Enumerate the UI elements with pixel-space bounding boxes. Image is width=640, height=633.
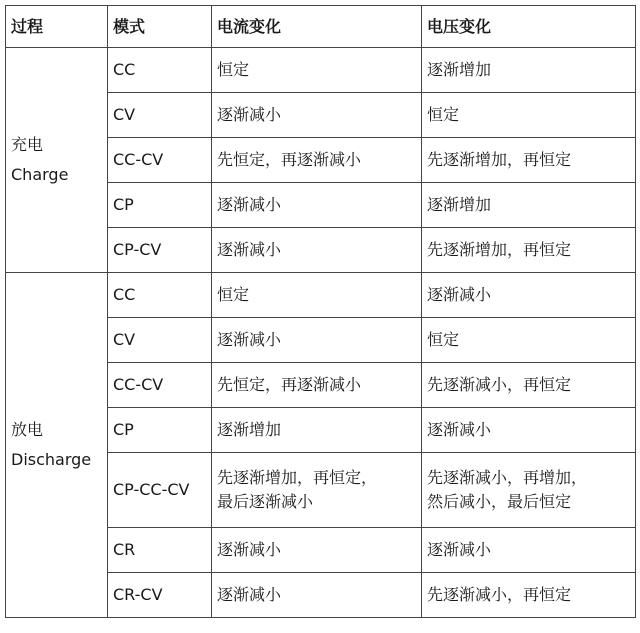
table-container xyxy=(5,5,636,618)
process-label-en: Discharge xyxy=(11,450,92,469)
process-cell-discharge xyxy=(6,273,108,618)
voltage-cell: 逐渐增加 xyxy=(422,183,636,228)
header-process: 过程 xyxy=(6,6,108,48)
process-cell-charge xyxy=(6,48,108,273)
header-mode: 模式 xyxy=(108,6,212,48)
process-label-cn: 充电 xyxy=(11,135,44,154)
mode-cell: CP-CC-CV xyxy=(108,453,212,528)
voltage-cell: 逐渐减小 xyxy=(422,273,636,318)
mode-cell: CV xyxy=(108,93,212,138)
current-line: 先逐渐增加，再恒定， xyxy=(217,468,378,487)
mode-cell: CR xyxy=(108,528,212,573)
mode-cell: CC xyxy=(108,48,212,93)
mode-cell: CP xyxy=(108,408,212,453)
voltage-cell: 先逐渐减小，再恒定 xyxy=(422,363,636,408)
current-line: 最后逐渐减小 xyxy=(217,492,314,511)
header-current-change: 电流变化 xyxy=(212,6,422,48)
mode-cell: CC-CV xyxy=(108,363,212,408)
table-row xyxy=(6,48,636,93)
charge-discharge-table xyxy=(5,5,636,618)
voltage-cell: 逐渐增加 xyxy=(422,48,636,93)
current-cell: 逐渐增加 xyxy=(212,408,422,453)
mode-cell: CR-CV xyxy=(108,573,212,618)
mode-cell: CP-CV xyxy=(108,228,212,273)
voltage-cell: 先逐渐增加，再恒定 xyxy=(422,228,636,273)
voltage-cell: 恒定 xyxy=(422,93,636,138)
header-row xyxy=(6,6,636,48)
voltage-line: 然后减小，最后恒定 xyxy=(427,492,572,511)
current-cell: 逐渐减小 xyxy=(212,318,422,363)
current-cell xyxy=(212,453,422,528)
current-cell: 先恒定，再逐渐减小 xyxy=(212,138,422,183)
process-label-cn: 放电 xyxy=(11,420,44,439)
mode-cell: CP xyxy=(108,183,212,228)
header-voltage-change: 电压变化 xyxy=(422,6,636,48)
mode-cell: CC-CV xyxy=(108,138,212,183)
current-cell: 先恒定，再逐渐减小 xyxy=(212,363,422,408)
current-cell: 恒定 xyxy=(212,48,422,93)
process-label-en: Charge xyxy=(11,165,69,184)
mode-cell: CV xyxy=(108,318,212,363)
table-row xyxy=(6,273,636,318)
current-cell: 逐渐减小 xyxy=(212,183,422,228)
current-cell: 恒定 xyxy=(212,273,422,318)
mode-cell: CC xyxy=(108,273,212,318)
voltage-cell: 逐渐减小 xyxy=(422,408,636,453)
current-cell: 逐渐减小 xyxy=(212,93,422,138)
current-cell: 逐渐减小 xyxy=(212,573,422,618)
current-cell: 逐渐减小 xyxy=(212,528,422,573)
voltage-cell xyxy=(422,453,636,528)
voltage-cell: 逐渐减小 xyxy=(422,528,636,573)
current-cell: 逐渐减小 xyxy=(212,228,422,273)
voltage-cell: 先逐渐增加，再恒定 xyxy=(422,138,636,183)
voltage-cell: 先逐渐减小，再恒定 xyxy=(422,573,636,618)
voltage-cell: 恒定 xyxy=(422,318,636,363)
voltage-line: 先逐渐减小，再增加， xyxy=(427,468,588,487)
